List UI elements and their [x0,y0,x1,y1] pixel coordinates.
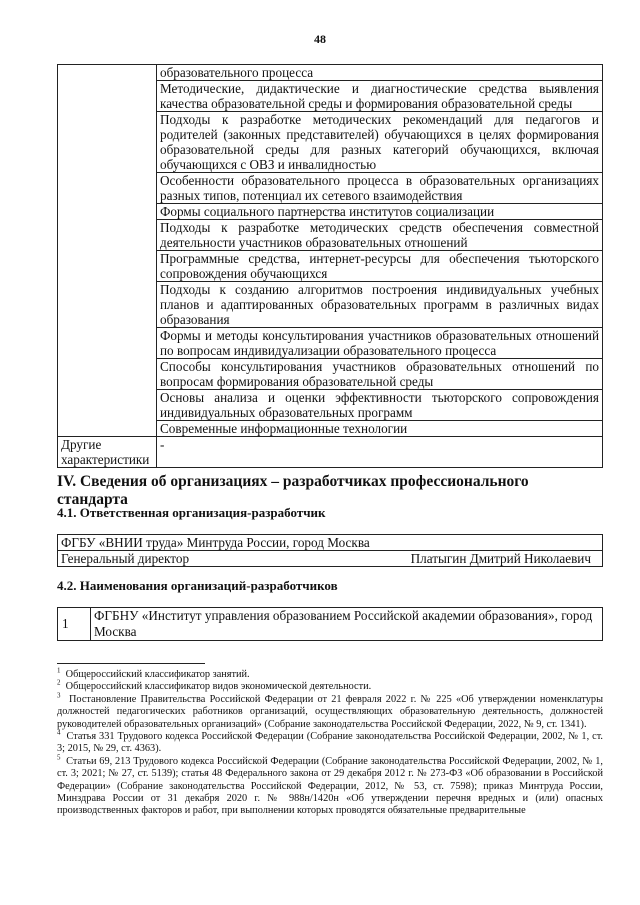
developer-number: 1 [58,608,91,641]
section-title: IV. Сведения об организациях – разработчиках профессионального стандарта [57,473,529,508]
knowledge-item: Особенности образовательного процесса в образовательных организациях разных типов, потенциал их сетевого взаимодействия [157,173,603,204]
knowledge-item: Программные средства, интернет-ресурсы для обеспечения тьюторского сопровождения обучающихся [157,251,603,282]
footnote-number: 3 [57,691,61,700]
table-row [58,65,603,81]
footnote-number: 1 [57,666,61,675]
responsible-org-heading: 4.1. Ответственная организация-разработчик [57,505,326,520]
person-name: Платыгин Дмитрий Николаевич [410,551,591,566]
footnote [57,753,603,818]
footnote [57,728,603,756]
knowledge-item: Способы консультирования участников образовательных отношений по вопросам формирования образовательной среды [157,359,603,390]
footnote-number: 2 [57,678,61,687]
page-number: 48 [314,32,326,46]
footnote-text: Постановление Правительства Российской Федерации от 21 февраля 2022 г. № 225 «Об утверждении номенклатуры должностей педагогических работников организаций, осуществляющих образовательную деятельность, должностей руководителей образовательных организаций» (Собрание законодательства Российской Федерации, 2022, № 9, ст. 1341). [57,693,603,730]
knowledge-item: Основы анализа и оценки эффективности тьюторского сопровождения индивидуальных образовательных программ [157,390,603,421]
footnote-text: Статья 331 Трудового кодекса Российской Федерации (Собрание законодательства Российской Федерации, 2002, № 1, ст. 3; 2015, № 29, ст. 4363). [57,731,603,755]
knowledge-item: Подходы к созданию алгоритмов построения индивидуальных учебных планов и адаптированных образовательных программ в различных видах образования [157,282,603,328]
footnote [57,691,603,731]
knowledge-item: Методические, дидактические и диагностические средства выявления качества образовательной среды и формирования образовательной среды [157,81,603,112]
requirements-table [57,64,603,468]
knowledge-item: Современные информационные технологии [157,421,603,437]
footnotes [57,666,603,818]
footnote-text: Общероссийский классификатор видов экономической деятельности. [65,681,372,693]
footnote-divider [57,663,205,664]
table-row [58,437,603,468]
org-name-cell: ФГБУ «ВНИИ труда» Минтруда России, город Москва [58,535,603,551]
table-row [58,608,603,641]
footnote [57,666,603,681]
footnote-number: 5 [57,753,61,762]
signatory-cell [58,551,603,567]
developers-table [57,607,603,641]
knowledge-item: Формы социального партнерства институтов социализации [157,204,603,220]
table-row [58,535,603,551]
label-cell [58,65,157,437]
table-row [58,551,603,567]
knowledge-item: образовательного процесса [157,65,603,81]
footnote [57,678,603,693]
position-text: Генеральный директор [61,551,190,566]
knowledge-item: Подходы к разработке методических средств обеспечения совместной деятельности участников образовательных отношений [157,220,603,251]
footnote-number: 4 [57,728,61,737]
footnote-text: Общероссийский классификатор занятий. [65,669,250,680]
knowledge-item: Подходы к разработке методических рекомендаций для педагогов и родителей (законных представителей) обучающихся в целях формирования образовательной среды для разных категорий обучающихся, включая обучающихся с ОВЗ и инвалидностью [157,112,603,173]
other-characteristics-label: Другие характеристики [58,437,157,468]
footnote-text: Статьи 69, 213 Трудового кодекса Российской Федерации (Собрание законодательства Российской Федерации, 2002, № 1, ст. 3; 2021; № 27, ст. 5139); статья 48 Федерального закона от 29 декабря 2012 г. № 273-ФЗ «Об образовании в Российской Федерации» (Собрание законодательства Российской Федерации, 2012, № 53, ст. 7598); приказ Минтруда России, Минздрава России от 31 декабря 2020 г. № 988н/1420н «Об утверждении перечня вредных и (или) опасных производственных факторов и работ, при выполнении которых проводятся обязательные предварительные [57,755,603,817]
responsible-org-table [57,534,603,567]
other-characteristics-value: - [157,437,603,468]
developer-name: ФГБНУ «Институт управления образованием Российской академии образования», город Москва [91,608,603,641]
knowledge-item: Формы и методы консультирования участников образовательных отношений по вопросам индивидуализации образовательного процесса [157,328,603,359]
developers-heading: 4.2. Наименования организаций-разработчиков [57,578,338,593]
